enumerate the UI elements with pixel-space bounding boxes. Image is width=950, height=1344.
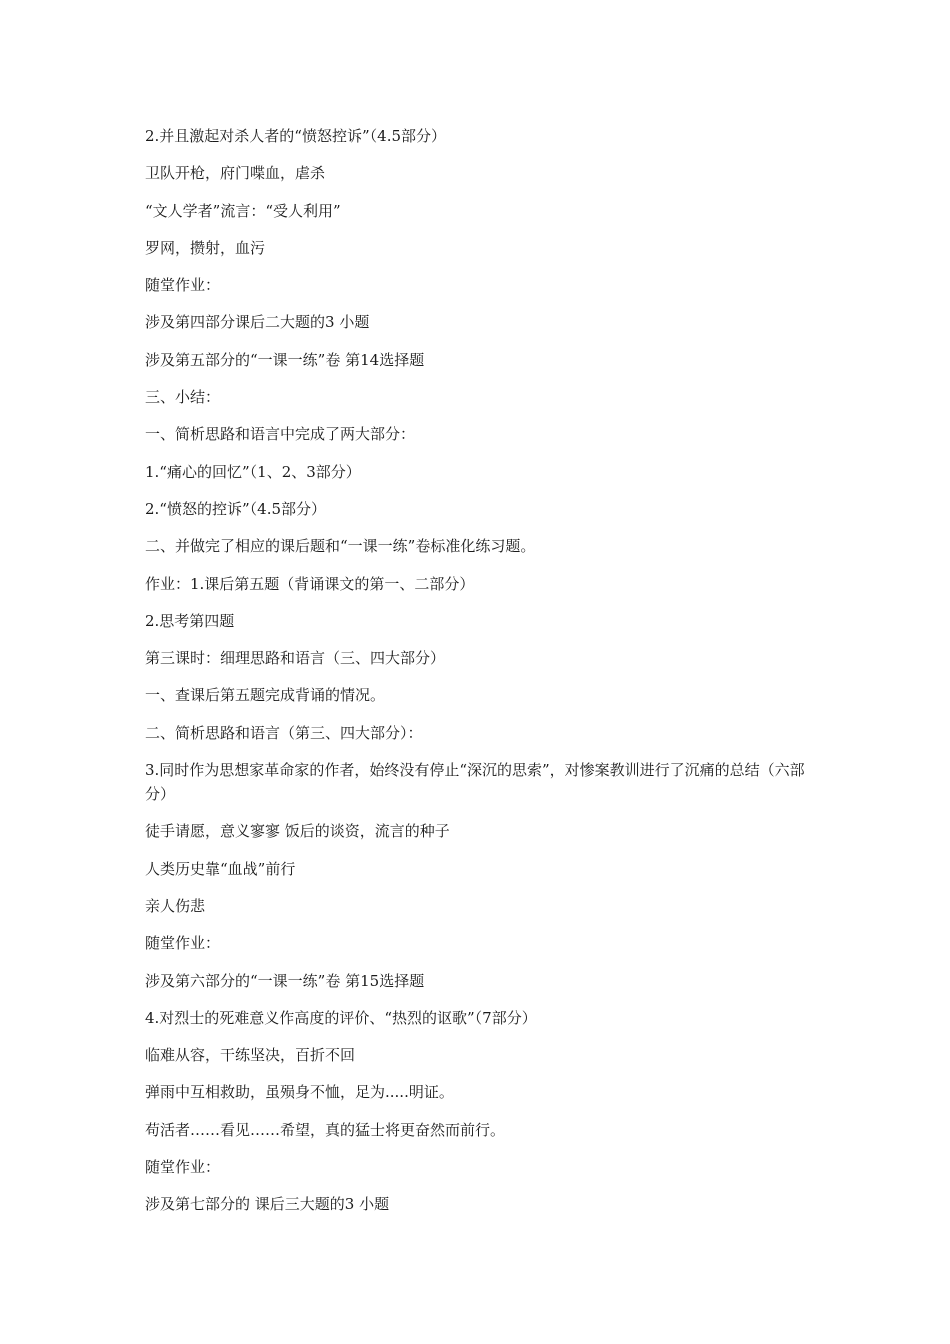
paragraph: 二、简析思路和语言（第三、四大部分）： (145, 723, 423, 742)
paragraph: 卫队开枪，府门喋血，虐杀 (145, 164, 326, 183)
paragraph: 2.并且激起对杀人者的“愤怒控诉”（4.5部分） (145, 127, 447, 145)
paragraph: 作业：1.课后第五题（背诵课文的第一、二部分） (145, 574, 475, 593)
paragraph: 一、查课后第五题完成背诵的情况。 (145, 686, 386, 705)
paragraph: 随堂作业： (145, 1158, 221, 1177)
paragraph: 3.同时作为思想家革命家的作者，始终没有停止“深沉的思索”，对惨案教训进行了沉痛的总结（六部分） (145, 761, 805, 804)
paragraph: 第三课时：细理思路和语言（三、四大部分） (145, 649, 446, 668)
paragraph: 罗网，攒射，血污 (145, 238, 266, 257)
paragraph: 涉及第四部分课后二大题的3 小题 (145, 313, 370, 332)
paragraph: 随堂作业： (145, 276, 221, 295)
paragraph: 涉及第五部分的“一课一练”卷 第14选择题 (145, 350, 425, 369)
paragraph: 三、小结： (145, 388, 221, 407)
paragraph: 2.思考第四题 (145, 611, 235, 630)
paragraph: “文人学者”流言：“受人利用” (145, 201, 341, 220)
paragraph: 弹雨中互相救助，虽殒身不恤，足为.....明证。 (145, 1083, 454, 1102)
paragraph: 随堂作业： (145, 934, 221, 953)
paragraph: 人类历史靠“血战”前行 (145, 859, 296, 878)
paragraph: 二、并做完了相应的课后题和“一课一练”卷标准化练习题。 (145, 537, 536, 556)
paragraph: 2.“愤怒的控诉”（4.5部分） (145, 499, 327, 518)
document-body (145, 124, 815, 1230)
paragraph: 亲人伤悲 (145, 896, 206, 915)
paragraph: 徒手请愿，意义寥寥 饭后的谈资，流言的种子 (145, 822, 450, 841)
paragraph: 4.对烈士的死难意义作高度的评价、“热烈的讴歌”（7部分） (145, 1008, 537, 1027)
paragraph: 涉及第六部分的“一课一练”卷 第15选择题 (145, 971, 425, 990)
paragraph: 涉及第七部分的 课后三大题的3 小题 (145, 1195, 390, 1214)
paragraph: 苟活者……看见……希望，真的猛士将更奋然而前行。 (145, 1120, 506, 1139)
paragraph: 临难从容，干练坚决，百折不回 (145, 1046, 356, 1065)
paragraph: 1.“痛心的回忆”（1、2、3部分） (145, 462, 361, 481)
paragraph: 一、简析思路和语言中完成了两大部分： (145, 425, 416, 444)
